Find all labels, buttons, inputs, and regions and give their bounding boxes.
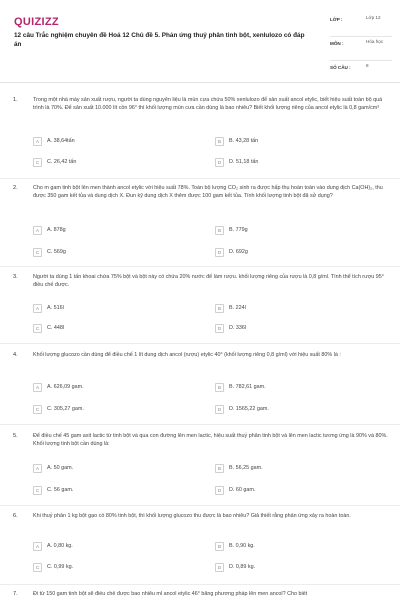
document-title: 12 câu Trắc nghiệm chuyên đề Hoá 12 Chủ đề 5. Phản ứng thuỷ phân tinh bột, xenlulozo có đáp án (14, 32, 305, 48)
question-text: Trong một nhà máy sản xuất rượu, người ta dùng nguyên liệu là mùn cưa chứa 50% xenlulozo để sản xuất ancol etylic, biết hiệu suất toàn bộ quá trình là 70%. Để sản xuất 10.000 lít cồn 96° thì khối lượng mùn cưa cần dùng là bao nhiêu? Biết khối lượng riêng của ancol etylic là 0,8 gam/cm³ (33, 97, 383, 111)
option-d-text: D. 336l (229, 325, 247, 331)
option-b-text: B. 43,28 tấn (229, 138, 259, 144)
question-number: 6. (13, 513, 18, 519)
option-c-box: C (33, 486, 42, 495)
question-number: 2. (13, 185, 18, 191)
option-a[interactable] (33, 135, 173, 149)
option-b-text: B. 0,90 kg. (229, 543, 255, 549)
option-c-box: C (33, 248, 42, 257)
subject-value: Hóa học (366, 39, 384, 44)
question-text: Cho m gam tinh bột lên men thành ancol etylic với hiệu suất 78%. Toàn bộ lượng CO₂ sinh ra được hấp thụ hoàn toàn vào dung dịch Ca(OH)₂, thu được 350 gam kết tủa và dung dịch X. Đun kỹ dung dịch X thêm được 100 gam kết tủa. Tính khối lượng tinh bột đã sử dụng? (33, 185, 383, 199)
option-a[interactable] (33, 302, 173, 316)
meta-panel (330, 13, 392, 73)
option-b[interactable] (215, 462, 355, 476)
option-b-box: B (215, 226, 224, 235)
option-c[interactable] (33, 156, 173, 170)
option-d[interactable] (215, 322, 355, 336)
option-a-text: A. 38,64tấn (47, 138, 75, 144)
option-a[interactable] (33, 540, 173, 554)
option-b[interactable] (215, 135, 355, 149)
option-c-box: C (33, 324, 42, 333)
option-c[interactable] (33, 484, 173, 498)
option-d[interactable] (215, 246, 355, 260)
option-a-text: A. 50 gam. (47, 465, 74, 471)
meta-subject-row (330, 37, 392, 61)
option-c[interactable] (33, 322, 173, 336)
option-a-text: A. 516l (47, 305, 64, 311)
option-d[interactable] (215, 403, 355, 417)
header-divider (0, 82, 400, 83)
option-d-text: D. 60 gam. (229, 487, 256, 493)
option-c[interactable] (33, 246, 173, 260)
meta-class-row (330, 13, 392, 37)
option-a-text: A. 878g (47, 227, 66, 233)
count-value: 8 (366, 63, 369, 68)
option-b[interactable] (215, 381, 355, 395)
option-b-box: B (215, 304, 224, 313)
option-c-text: C. 56 gam. (47, 487, 74, 493)
option-c-box: C (33, 405, 42, 414)
option-b-box: B (215, 137, 224, 146)
option-d[interactable] (215, 156, 355, 170)
question-number: 5. (13, 433, 18, 439)
class-label: LỚP : (330, 17, 343, 22)
option-d-box: D (215, 486, 224, 495)
option-d-text: D. 1565,22 gam. (229, 406, 269, 412)
quizizz-logo: QUIZIZZ (14, 16, 59, 28)
option-b-text: B. 224l (229, 305, 246, 311)
option-b[interactable] (215, 540, 355, 554)
option-d-box: D (215, 248, 224, 257)
option-d-text: D. 0,89 kg. (229, 564, 256, 570)
question-text: Người ta dùng 1 tấn khoai chứa 75% bột và bột này có chứa 20% nước để làm rượu. khối lượng riêng của rượu là 0,8 g/ml. Tính thể tích rượu 95° điều chế được. (33, 274, 384, 288)
option-c-box: C (33, 563, 42, 572)
class-value: Lớp 12 (366, 15, 381, 20)
option-d-box: D (215, 324, 224, 333)
option-c-text: C. 305,27 gam. (47, 406, 84, 412)
option-a-box: A (33, 464, 42, 473)
question-separator (0, 584, 400, 585)
option-c[interactable] (33, 403, 173, 417)
subject-label: MÔN : (330, 41, 344, 46)
question-7 (0, 591, 400, 600)
option-b-box: B (215, 464, 224, 473)
option-b-box: B (215, 542, 224, 551)
option-d[interactable] (215, 561, 355, 575)
option-d-box: D (215, 158, 224, 167)
option-b-text: B. 56,25 gam. (229, 465, 263, 471)
option-c-text: C. 569g (47, 249, 66, 255)
option-d-text: D. 692g (229, 249, 248, 255)
option-d-text: D. 51,18 tấn (229, 159, 259, 165)
option-d[interactable] (215, 484, 355, 498)
option-a[interactable] (33, 381, 173, 395)
question-number: 7. (13, 591, 18, 597)
question-separator (0, 178, 400, 179)
option-b-box: B (215, 383, 224, 392)
option-b-text: B. 782,61 gam. (229, 384, 266, 390)
option-b[interactable] (215, 224, 355, 238)
question-text: Khối lượng glucozo cần dùng để điều chế 1 lít dung dịch ancol (rượu) etylic 40° (khối lượng riêng 0,8 g/ml) với hiệu suất 80% là : (33, 352, 341, 358)
count-label: SỐ CÂU : (330, 65, 351, 70)
option-a-box: A (33, 304, 42, 313)
question-number: 1. (13, 97, 18, 103)
question-number: 4. (13, 352, 18, 358)
question-number: 3. (13, 274, 18, 280)
question-separator (0, 424, 400, 425)
question-separator (0, 266, 400, 267)
option-d-box: D (215, 563, 224, 572)
option-a[interactable] (33, 224, 173, 238)
question-separator (0, 343, 400, 344)
page-header (0, 0, 400, 82)
option-a-text: A. 0,80 kg. (47, 543, 73, 549)
option-a-box: A (33, 542, 42, 551)
option-a-text: A. 626,09 gam. (47, 384, 84, 390)
option-c[interactable] (33, 561, 173, 575)
option-c-text: C. 0,99 kg. (47, 564, 74, 570)
option-a[interactable] (33, 462, 173, 476)
option-b[interactable] (215, 302, 355, 316)
option-a-box: A (33, 137, 42, 146)
meta-count-row (330, 61, 392, 73)
question-text: Khi thuỷ phân 1 kg bột gạo có 80% tinh bột, thì khối lượng glucozo thu được là bao nhiêu? Giả thiết rằng phản ứng xảy ra hoàn toàn. (33, 513, 351, 519)
option-a-box: A (33, 383, 42, 392)
option-c-box: C (33, 158, 42, 167)
question-text: Để điều chế 45 gam axit lactic từ tinh bột và qua con đường lên men lactic, hiệu suất thuỷ phân tinh bột và lên men lactic tương ứng là 90% và 80%. Khối lượng tinh bột cần dùng là: (33, 433, 388, 447)
question-text: Đi từ 150 gam tinh bột sẽ điều chế được bao nhiêu ml ancol etylic 46° bằng phương pháp lên men ancol? Cho biết (33, 591, 308, 597)
option-d-box: D (215, 405, 224, 414)
option-a-box: A (33, 226, 42, 235)
option-c-text: C. 448l (47, 325, 65, 331)
question-separator (0, 505, 400, 506)
option-c-text: C. 26,42 tấn (47, 159, 77, 165)
option-b-text: B. 779g (229, 227, 248, 233)
